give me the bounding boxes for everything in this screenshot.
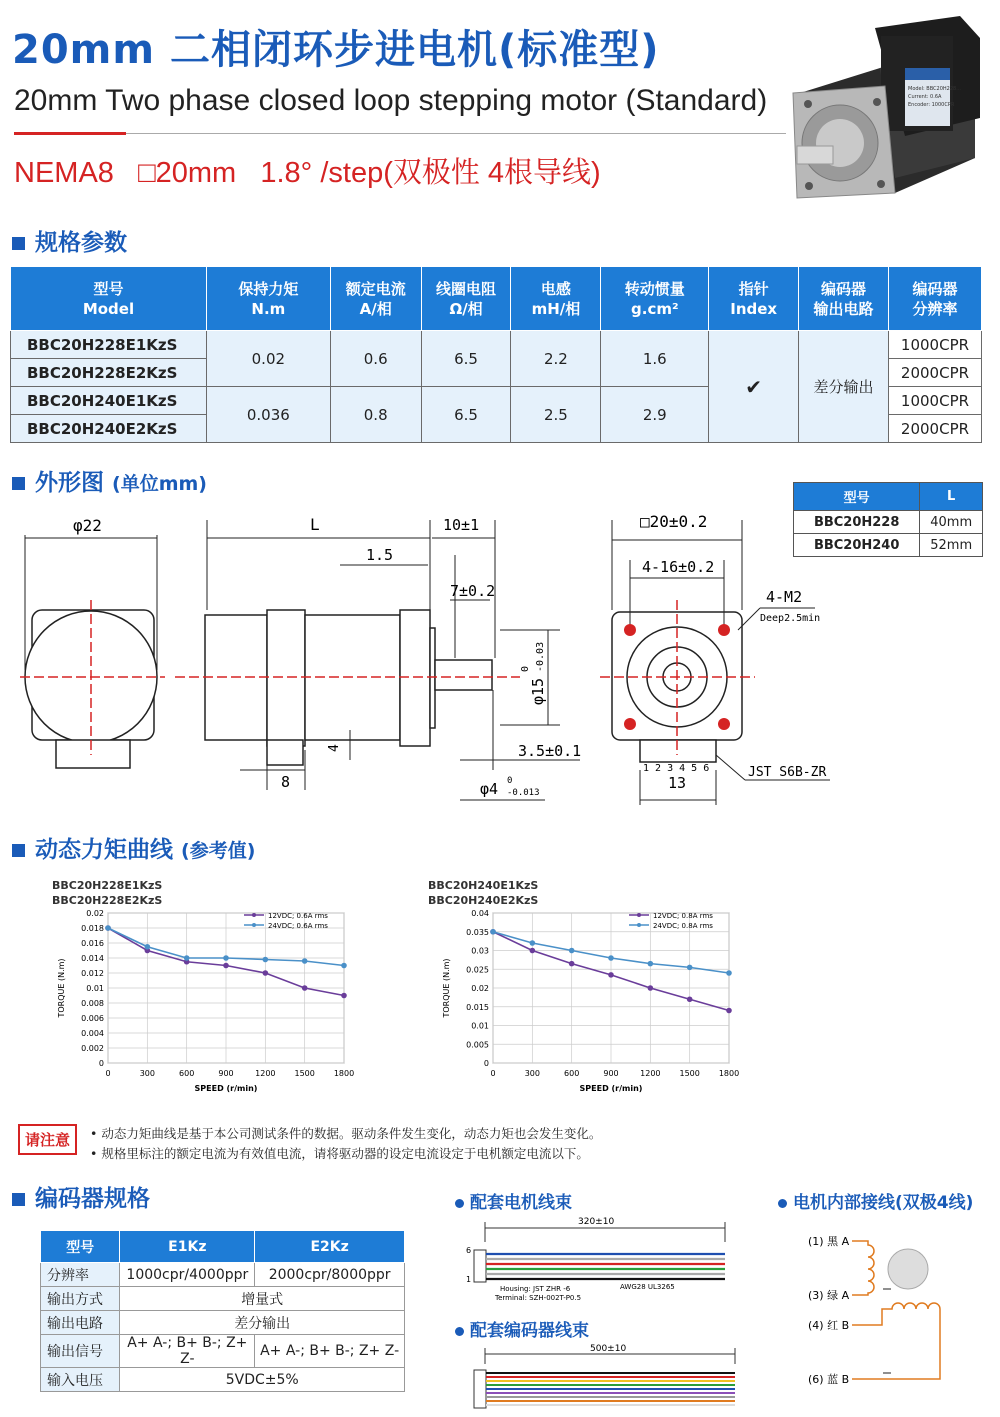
legend-label: 12VDC; 0.6A rms — [268, 912, 328, 920]
y-axis-label: TORQUE (N.m) — [57, 958, 66, 1018]
table-row — [41, 1335, 405, 1368]
resolution-cell: 1000CPR — [888, 331, 981, 359]
current-cell: 0.6 — [330, 331, 421, 387]
encoder-cable-drawing — [460, 1340, 760, 1410]
col-encoder-resolution: 编码器 分辨率 — [888, 267, 981, 331]
page-title-cn: 20mm 二相闭环步进电机(标准型) — [12, 27, 660, 73]
col-torque: 保持力矩 N.m — [206, 267, 330, 331]
bullet-dot-icon — [455, 1199, 464, 1208]
legend-marker — [252, 913, 256, 917]
y-tick-label: 0.025 — [466, 965, 489, 975]
enc-cell: 增量式 — [120, 1287, 405, 1311]
spec-heading: 规格参数 — [12, 224, 127, 257]
y-tick-label: 0.008 — [81, 999, 104, 1008]
col-inductance: 电感 mH/相 — [511, 267, 601, 331]
notice-line: • 规格里标注的额定电流为有效值电流，请将驱动器的设定电流设定于电机额定电流以下。 — [90, 1146, 589, 1161]
dim-label: φ4 — [480, 780, 499, 798]
model-cell: BBC20H240E2KzS — [11, 415, 207, 443]
section-square-icon — [12, 1193, 25, 1206]
wiring-heading: 电机内部接线(双极4线) — [778, 1188, 973, 1213]
x-tick-label: 0 — [490, 1069, 496, 1078]
cable-length: 320±10 — [578, 1217, 615, 1227]
y-tick-label: 0.01 — [471, 1021, 489, 1031]
data-point — [341, 963, 347, 969]
data-point — [302, 985, 308, 991]
data-point — [341, 993, 347, 999]
x-axis-label: SPEED (r/min) — [194, 1084, 258, 1093]
dim-label: JST S6B-ZR — [748, 765, 827, 780]
data-point — [105, 925, 111, 931]
resistance-cell: 6.5 — [421, 331, 511, 387]
enc-cell: A+ A-; B+ B-; Z+ Z- — [120, 1335, 255, 1368]
model-cell: BBC20H228E2KzS — [11, 359, 207, 387]
encoder-heading: 编码器规格 — [12, 1180, 150, 1213]
enc-cell: 5VDC±5% — [120, 1368, 405, 1392]
y-tick-label: 0.03 — [471, 946, 489, 956]
enc-cell: 2000cpr/8000ppr — [255, 1263, 405, 1287]
motor-photo — [785, 8, 990, 208]
chart-1-title — [52, 878, 162, 908]
model-cell: BBC20H228E1KzS — [11, 331, 207, 359]
step-angle: 1.8° /step(双极性 4根导线) — [260, 157, 601, 189]
section-square-icon — [12, 237, 25, 250]
motor-cable-drawing — [460, 1212, 760, 1312]
y-tick-label: 0.016 — [81, 939, 104, 948]
y-tick-label: 0.012 — [81, 969, 104, 978]
dim-label: □20±0.2 — [640, 512, 708, 531]
resolution-cell: 2000CPR — [888, 359, 981, 387]
data-point — [648, 961, 654, 967]
dim-label: 1.5 — [366, 546, 394, 564]
cable-length: 500±10 — [590, 1344, 627, 1354]
label-line-1: Model: BBC20H228... — [908, 86, 961, 92]
y-axis-label: TORQUE (N.m) — [442, 958, 451, 1018]
current-cell: 0.8 — [330, 387, 421, 443]
legend-marker — [252, 923, 256, 927]
data-point — [263, 970, 269, 976]
page-title-en: 20mm Two phase closed loop stepping motor (Standard) — [14, 84, 768, 117]
motor-cable-heading: 配套电机线束 — [455, 1188, 572, 1213]
enc-row-label: 输出方式 — [41, 1287, 120, 1311]
data-point — [490, 929, 496, 935]
table-row — [41, 1287, 405, 1311]
inductance-cell: 2.5 — [511, 387, 601, 443]
notice-label: 请注意 — [18, 1124, 77, 1155]
table-row — [41, 1368, 405, 1392]
legend-marker — [637, 923, 641, 927]
dim-label: 13 — [668, 774, 687, 792]
table-row — [11, 331, 982, 359]
dim-label: φ22 — [73, 516, 102, 535]
y-tick-label: 0.002 — [81, 1044, 104, 1053]
front-view — [600, 520, 830, 805]
dim-label: Deep2.5min — [760, 613, 821, 624]
wire-pin-label: (3) 绿 A — [808, 1289, 850, 1302]
curve-heading: 动态力矩曲线 (参考值) — [12, 831, 255, 864]
wire-pin-label: (1) 黑 A — [808, 1235, 850, 1248]
y-tick-label: 0.04 — [471, 909, 489, 918]
enc-col-model: 型号 — [41, 1231, 120, 1263]
pin-label: 1 — [466, 1275, 472, 1284]
wire-pin-label: (6) 蓝 B — [808, 1373, 850, 1386]
data-point — [223, 963, 229, 969]
y-tick-label: 0.006 — [81, 1014, 104, 1023]
label-line-2: Current: 0.6A — [908, 94, 942, 100]
data-point — [726, 1008, 732, 1014]
motor-subtitle — [14, 150, 601, 191]
dim-label: 4 — [327, 744, 342, 752]
dim-label: -0.03 — [535, 641, 546, 672]
label-line-3: Encoder: 1000CPR — [908, 102, 955, 108]
torque-chart-2 — [435, 905, 755, 1100]
encoder-cable-heading: 配套编码器线束 — [455, 1316, 589, 1341]
data-point — [726, 970, 732, 976]
x-tick-label: 1200 — [640, 1069, 661, 1078]
y-tick-label: 0.018 — [81, 924, 104, 933]
x-tick-label: 1800 — [333, 1069, 355, 1078]
encoder-header-row — [41, 1231, 405, 1263]
x-tick-label: 1500 — [294, 1069, 315, 1078]
chart-title-line: BBC20H240E1KzS — [428, 879, 539, 892]
resolution-cell: 2000CPR — [888, 415, 981, 443]
dim-label: 7±0.2 — [450, 582, 496, 600]
dim-label: 8 — [281, 773, 291, 791]
notice-line: • 动态力矩曲线是基于本公司测试条件的数据。驱动条件发生变化，动态力矩也会发生变化。 — [90, 1126, 602, 1141]
chart-title-line: BBC20H240E2KzS — [428, 894, 539, 907]
y-tick-label: 0.014 — [81, 954, 104, 963]
y-tick-label: 0 — [483, 1059, 489, 1068]
data-point — [608, 972, 614, 978]
inertia-cell: 2.9 — [601, 387, 709, 443]
data-point — [263, 957, 269, 963]
length-model-cell: BBC20H240 — [794, 534, 920, 557]
model-cell: BBC20H240E1KzS — [11, 387, 207, 415]
legend-marker — [637, 913, 641, 917]
y-tick-label: 0 — [98, 1059, 104, 1068]
bullet-dot-icon — [455, 1327, 464, 1336]
legend-label: 24VDC; 0.8A rms — [653, 922, 713, 930]
enc-row-label: 分辨率 — [41, 1263, 120, 1287]
legend-label: 24VDC; 0.6A rms — [268, 922, 328, 930]
length-col-l: L — [920, 483, 983, 511]
enc-row-label: 输入电压 — [41, 1368, 120, 1392]
length-value-cell: 52mm — [920, 534, 983, 557]
title-accent-rule — [14, 132, 126, 135]
dim-label: 3.5±0.1 — [518, 742, 582, 760]
y-tick-label: 0.005 — [466, 1040, 489, 1050]
x-axis-label: SPEED (r/min) — [579, 1084, 643, 1093]
col-encoder-output: 编码器 输出电路 — [799, 267, 889, 331]
frame-size: □20mm — [138, 157, 237, 189]
bullet-dot-icon — [778, 1199, 787, 1208]
length-col-model: 型号 — [794, 483, 920, 511]
enc-col-e1: E1Kz — [120, 1231, 255, 1263]
x-tick-label: 900 — [218, 1069, 234, 1078]
encoder-table — [40, 1230, 405, 1392]
spec-table — [10, 266, 982, 443]
x-tick-label: 900 — [603, 1069, 619, 1078]
nema-size: NEMA8 — [14, 157, 114, 189]
data-point — [569, 948, 575, 954]
x-tick-label: 1800 — [718, 1069, 740, 1078]
data-point — [530, 940, 536, 946]
data-point — [530, 948, 536, 954]
enc-row-label: 输出信号 — [41, 1335, 120, 1368]
title-divider — [126, 133, 786, 134]
y-tick-label: 0.015 — [466, 1002, 489, 1012]
torque-chart-1 — [50, 905, 370, 1100]
index-check-icon: ✔ — [709, 331, 799, 443]
torque-cell: 0.02 — [206, 331, 330, 387]
length-value-cell: 40mm — [920, 511, 983, 534]
output-cell: 差分输出 — [799, 331, 889, 443]
dim-label: -0.013 — [507, 788, 540, 798]
wiring-diagram — [800, 1225, 980, 1395]
x-tick-label: 600 — [564, 1069, 580, 1078]
dim-label: 1 2 3 4 5 6 — [643, 763, 710, 774]
data-point — [184, 955, 190, 961]
dimension-drawing — [0, 500, 1000, 820]
enc-cell: A+ A-; B+ B-; Z+ Z- — [255, 1335, 405, 1368]
data-point — [223, 955, 229, 961]
chart-title-line: BBC20H228E2KzS — [52, 894, 163, 907]
enc-cell: 1000cpr/4000ppr — [120, 1263, 255, 1287]
enc-cell: 差分输出 — [120, 1311, 405, 1335]
x-tick-label: 300 — [524, 1069, 540, 1078]
table-row — [41, 1263, 405, 1287]
x-tick-label: 0 — [105, 1069, 111, 1078]
dim-label: φ15 — [529, 677, 547, 705]
y-tick-label: 0.02 — [471, 984, 489, 993]
dim-label: 4-16±0.2 — [642, 558, 715, 576]
housing-label: Housing: JST ZHR -6 — [500, 1285, 571, 1293]
enc-col-e2: E2Kz — [255, 1231, 405, 1263]
resolution-cell: 1000CPR — [888, 387, 981, 415]
dim-label: 0 — [507, 776, 513, 786]
x-tick-label: 1500 — [679, 1069, 700, 1078]
col-index: 指针 Index — [709, 267, 799, 331]
terminal-label: Terminal: SZH-002T-P0.5 — [495, 1294, 582, 1302]
wire-label: AWG28 UL3265 — [620, 1283, 675, 1291]
x-tick-label: 600 — [179, 1069, 195, 1078]
enc-row-label: 输出电路 — [41, 1311, 120, 1335]
section-square-icon — [12, 477, 25, 490]
col-current: 额定电流 A/相 — [330, 267, 421, 331]
data-point — [608, 955, 614, 961]
dim-label: 4-M2 — [766, 588, 803, 606]
wire-pin-label: (4) 红 B — [808, 1319, 850, 1332]
section-square-icon — [12, 844, 25, 857]
table-row — [41, 1311, 405, 1335]
dim-label: 10±1 — [443, 516, 480, 534]
y-tick-label: 0.01 — [86, 984, 104, 993]
y-tick-label: 0.02 — [86, 909, 104, 918]
col-model: 型号 Model — [11, 267, 207, 331]
dim-heading: 外形图 (单位mm) — [12, 464, 207, 497]
col-inertia: 转动惯量 g.cm² — [601, 267, 709, 331]
y-tick-label: 0.004 — [81, 1029, 104, 1038]
dim-label: L — [310, 515, 320, 534]
data-point — [687, 996, 693, 1002]
dim-label: 0 — [520, 665, 531, 672]
data-point — [648, 985, 654, 991]
x-tick-label: 300 — [139, 1069, 155, 1078]
x-tick-label: 1200 — [255, 1069, 276, 1078]
back-view — [20, 535, 165, 768]
inductance-cell: 2.2 — [511, 331, 601, 387]
resistance-cell: 6.5 — [421, 387, 511, 443]
col-resistance: 线圈电阻 Ω/相 — [421, 267, 511, 331]
data-point — [302, 958, 308, 964]
data-point — [145, 944, 151, 950]
data-point — [569, 961, 575, 967]
torque-cell: 0.036 — [206, 387, 330, 443]
length-model-cell: BBC20H228 — [794, 511, 920, 534]
chart-title-line: BBC20H228E1KzS — [52, 879, 163, 892]
data-point — [687, 965, 693, 971]
inertia-cell: 1.6 — [601, 331, 709, 387]
y-tick-label: 0.035 — [466, 927, 489, 937]
pin-label: 6 — [466, 1246, 472, 1255]
legend-label: 12VDC; 0.8A rms — [653, 912, 713, 920]
spec-header-row — [11, 267, 982, 331]
chart-2-title — [428, 878, 538, 908]
